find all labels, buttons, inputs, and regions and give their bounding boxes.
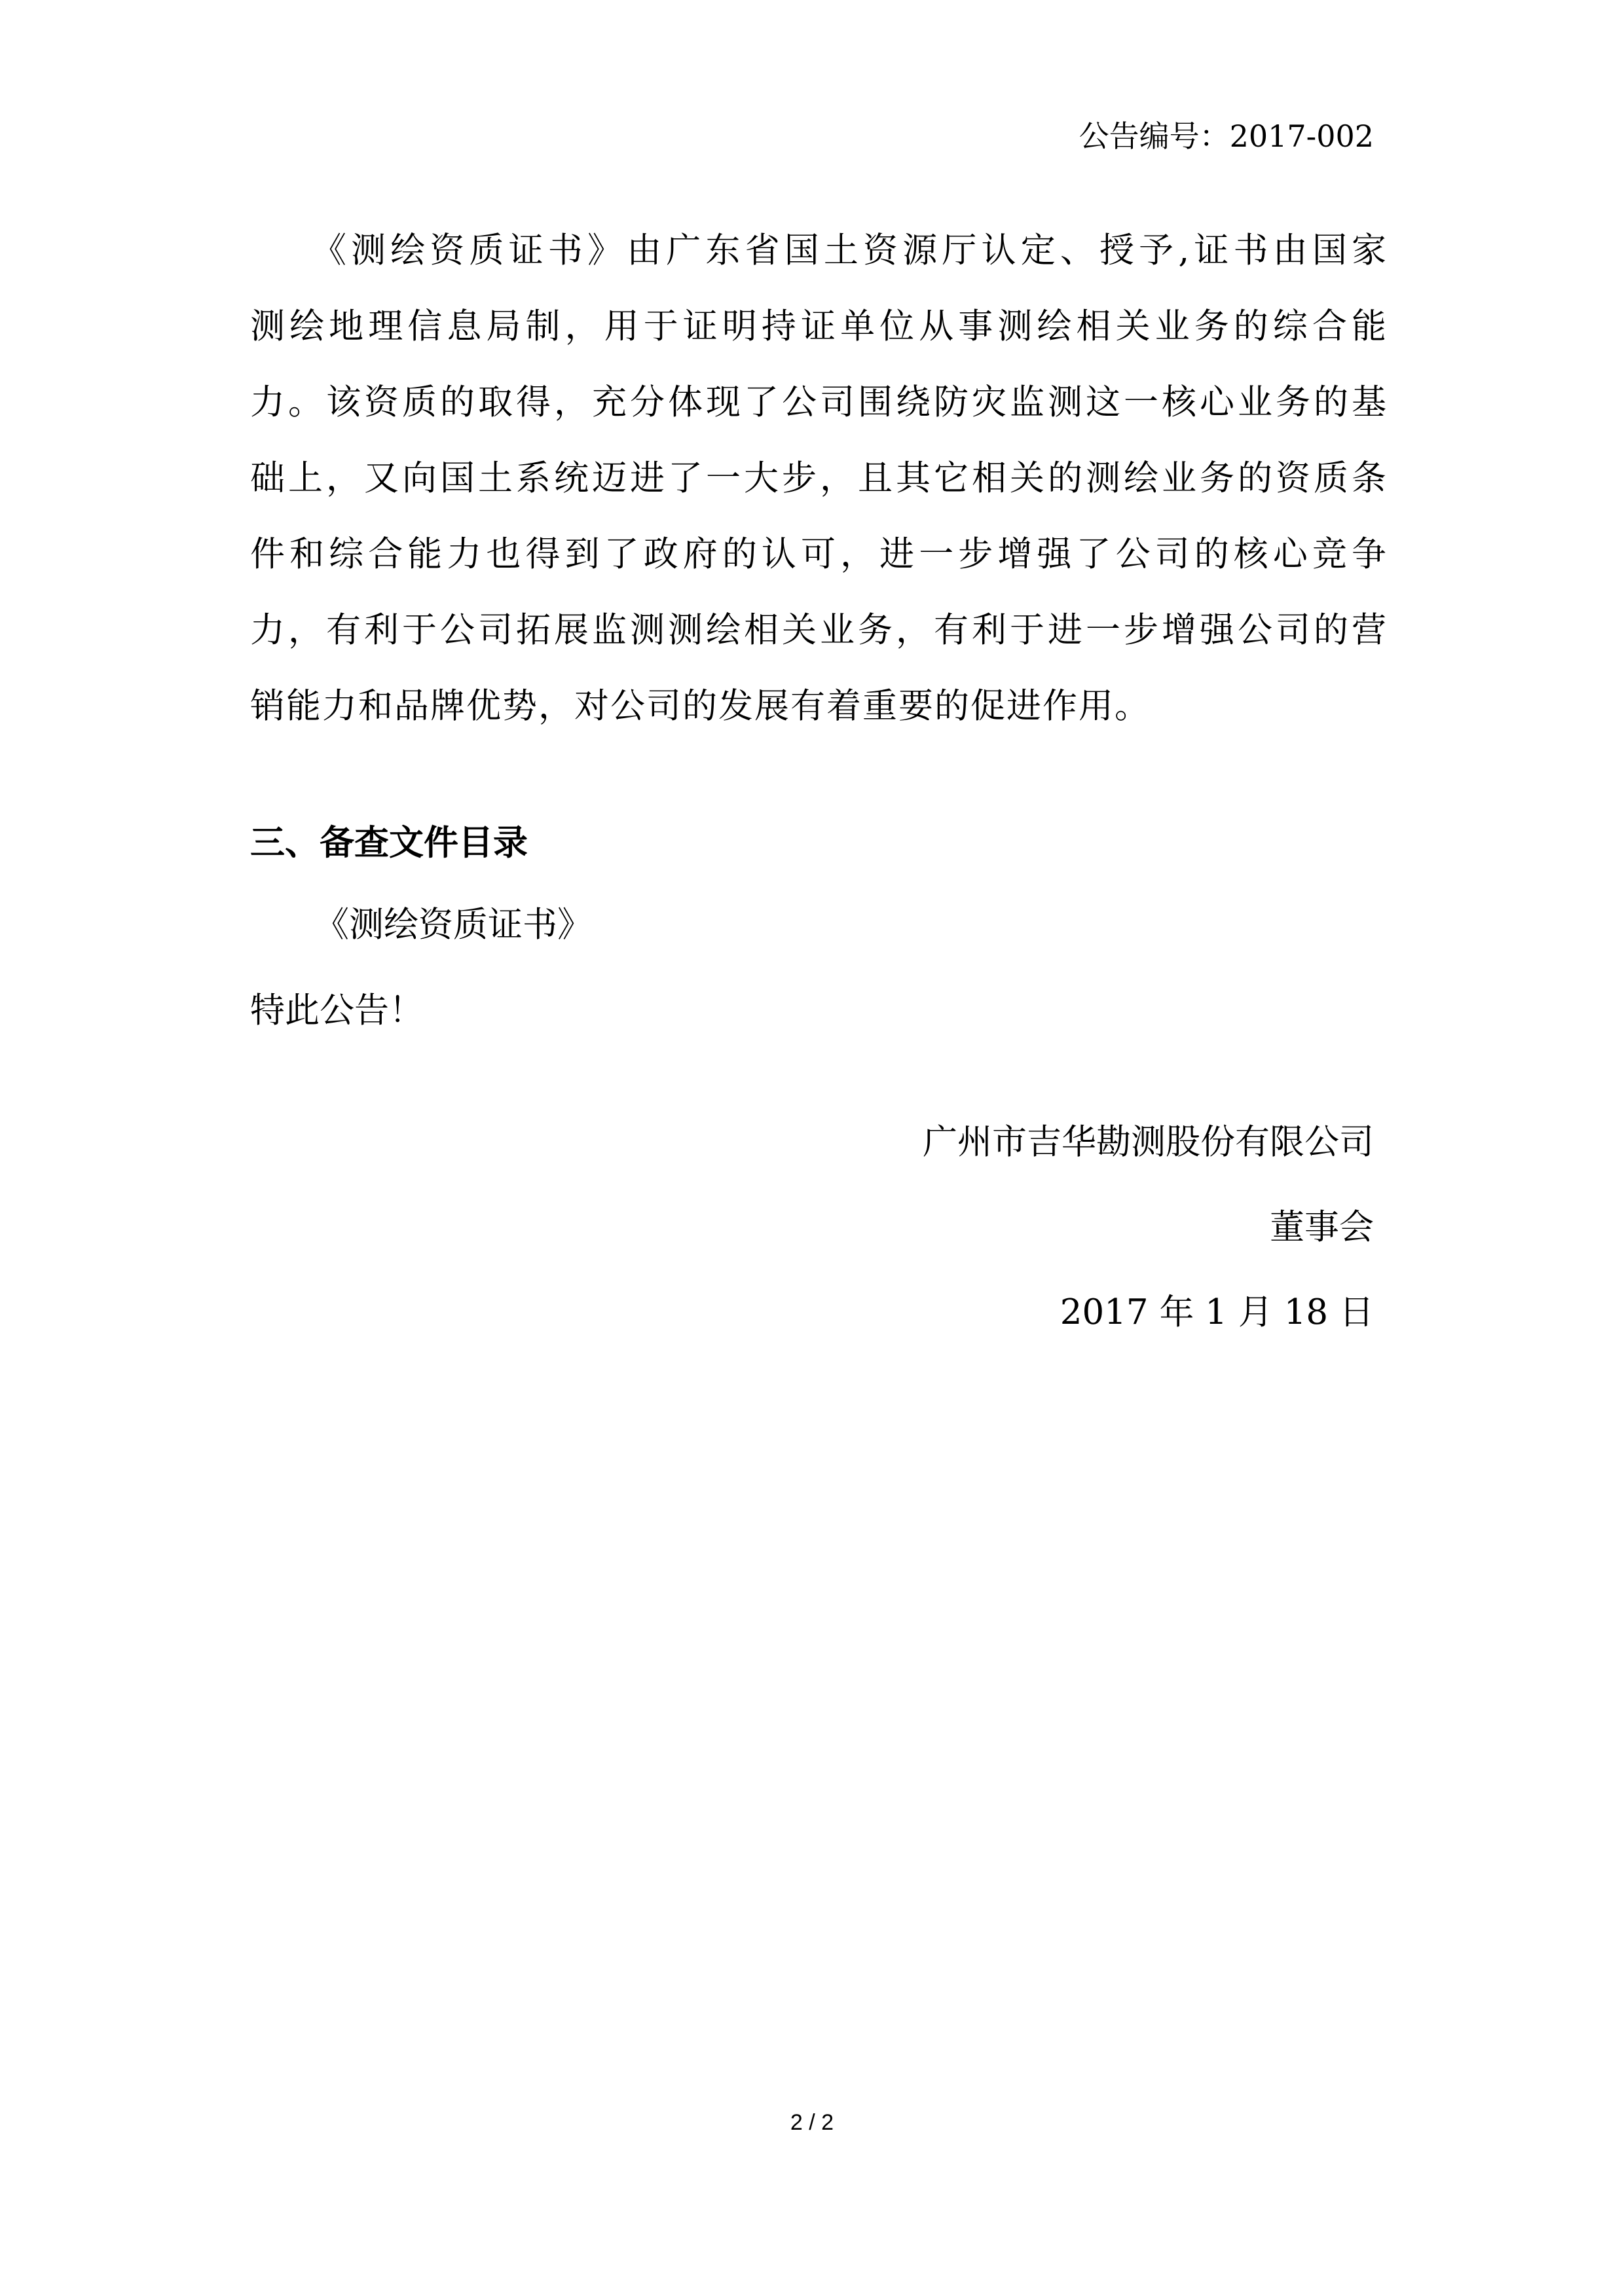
body-line: 测绘地理信息局制，用于证明持证单位从事测绘相关业务的综合能 — [250, 306, 1386, 346]
section-heading: 三、备查文件目录 — [250, 822, 528, 863]
body-paragraph — [250, 213, 1386, 744]
signature-block — [923, 1100, 1374, 1355]
body-line: 力。该资质的取得，充分体现了公司围绕防灾监测这一核心业务的基 — [250, 382, 1386, 422]
body-line: 《测绘资质证书》由广东省国土资源厅认定、授予,证书由国家 — [250, 230, 1386, 270]
board-name: 董事会 — [1270, 1207, 1374, 1247]
body-line: 础上，又向国土系统迈进了一大步，且其它相关的测绘业务的资质条 — [250, 458, 1386, 498]
closing-statement: 特此公告！ — [250, 991, 424, 1030]
body-line: 销能力和品牌优势，对公司的发展有着重要的促进作用。 — [250, 686, 1151, 726]
body-line: 力，有利于公司拓展监测测绘相关业务，有利于进一步增强公司的营 — [250, 610, 1386, 650]
page-number: 2 / 2 — [790, 2110, 834, 2135]
reference-file: 《测绘资质证书》 — [314, 905, 592, 945]
announcement-number: 公告编号：2017-002 — [1079, 118, 1374, 154]
signature-date: 2017 年 1 月 18 日 — [1060, 1292, 1374, 1332]
company-name: 广州市吉华勘测股份有限公司 — [923, 1122, 1374, 1162]
body-line: 件和综合能力也得到了政府的认可，进一步增强了公司的核心竞争 — [250, 534, 1386, 574]
